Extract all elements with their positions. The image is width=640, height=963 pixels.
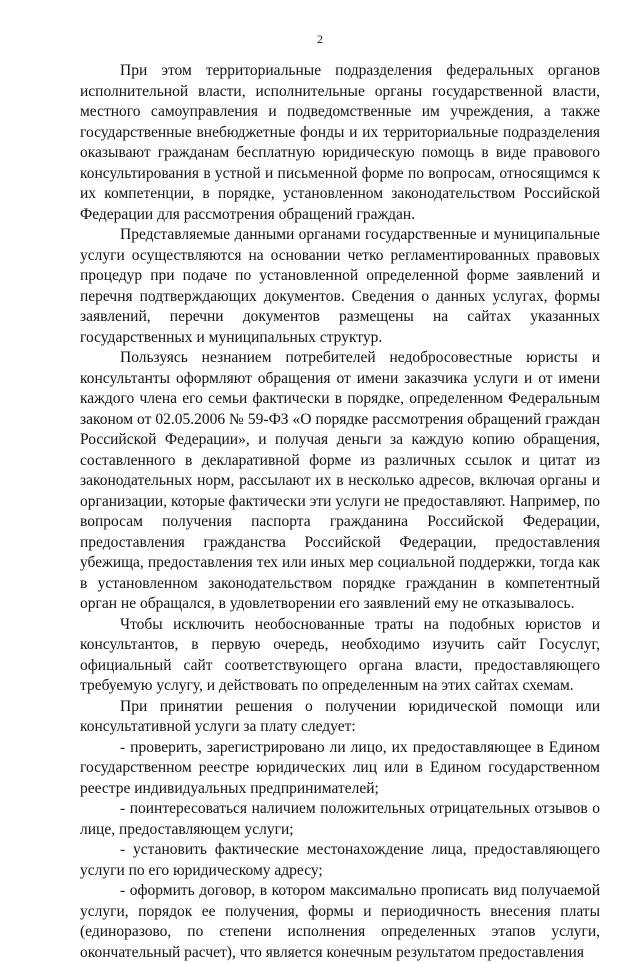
paragraph-territorial-bodies: При этом территориальные подразделения федеральных органов исполнительной власти, исполнительные органы государственной власти, местного самоуправления и подведомственные им учреждения, а также государственные внебюджетные фонды и их территориальные подразделения оказывают гражданам бесплатную юридическую помощь в виде правового консультирования в устной и письменной форме по вопросам, относящимся к их компетенции, в порядке, установленном законодательством Российской Федерации для рассмотрения обращений граждан. — [80, 62, 600, 223]
list-item-check-location: - установить фактические местонахождение лица, предоставляющего услуги по его юридическому адресу; — [80, 841, 600, 879]
paragraph-dishonest-lawyers: Пользуясь незнанием потребителей недобросовестные юристы и консультанты оформляют обращения от имени заказчика услуги и от имени каждого члена его семьи фактически в порядке, определенном Федеральным законом от 02.05.2006 № 59-ФЗ «О порядке рассмотрения обращений граждан Российской Федерации», и получая деньги за каждую копию обращения, составленного в декларативной форме из различных ссылок и цитат из законодательных норм, рассылают их в несколько адресов, включая органы и организации, которые фактически эти услуги не предоставляют. Например, по вопросам получения паспорта гражданина Российской Федерации, предоставления гражданства Российской Федерации, предоставления убежища, предоставления тех или иных мер социальной поддержки, тогда как в установленном законодательством порядке гражданин в компетентный орган не обращался, в удовлетворении его заявлений ему не отказывалось. — [80, 349, 600, 612]
paragraph-avoid-expenses: Чтобы исключить необоснованные траты на подобных юристов и консультантов, в первую очередь, необходимо изучить сайт Госуслуг, официальный сайт соответствующего органа власти, предоставляющего требуемую услугу, и действовать по определенным на этих сайтах схемам. — [80, 615, 600, 694]
list-item-sign-contract: - оформить договор, в котором максимально прописать вид получаемой услуги, порядок ее получения, формы и периодичность внесения платы (единоразово, по степени исполнения определенных этапов услуги, окончательный расчет), что является конечным результатом предоставления — [80, 882, 600, 961]
paragraph-paid-help-intro: При принятии решения о получении юридической помощи или консультативной услуги за плату следует: — [80, 697, 600, 735]
document-body — [80, 61, 600, 963]
paragraph-state-services: Представляемые данными органами государственные и муниципальные услуги осуществляются на основании четко регламентированных правовых процедур при подаче по установленной определенной форме заявлений и перечня подтверждающих документов. Сведения о данных услугах, формы заявлений, перечни документов размещены на сайтах указанных государственных и муниципальных структур. — [80, 226, 600, 346]
list-item-check-reviews: - поинтересоваться наличием положительных отрицательных отзывов о лице, предоставляющем услуги; — [80, 800, 600, 838]
list-item-check-registration: - проверить, зарегистрировано ли лицо, их предоставляющее в Едином государственном реестре юридических лиц или в Едином государственном реестре индивидуальных предпринимателей; — [80, 738, 600, 797]
page-number: 2 — [317, 32, 323, 46]
